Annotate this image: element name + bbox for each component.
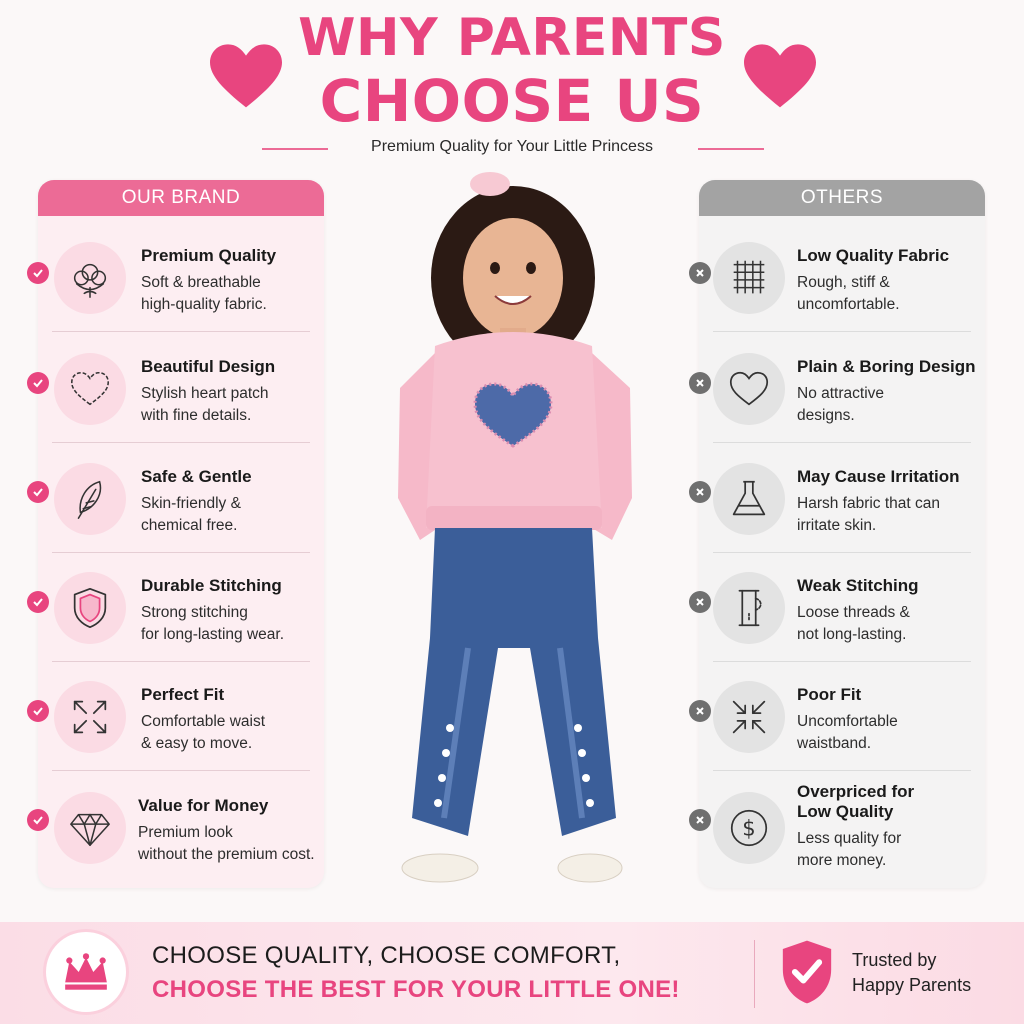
- dollar-coin-icon: [713, 792, 785, 864]
- flask-icon: [713, 463, 785, 535]
- shield-check-icon: [778, 938, 836, 1006]
- item-title: Plain & Boring Design: [797, 357, 976, 376]
- list-item: [38, 333, 324, 443]
- close-icon: [689, 481, 711, 503]
- check-icon: [27, 481, 49, 503]
- item-description: No attractive designs.: [797, 385, 885, 424]
- close-icon: [689, 262, 711, 284]
- item-title: Beautiful Design: [141, 357, 276, 376]
- item-description: Harsh fabric that can irritate skin.: [797, 495, 941, 534]
- close-icon: [689, 700, 711, 722]
- crown-icon: [46, 932, 126, 1012]
- list-item: [38, 222, 324, 332]
- close-icon: [689, 809, 711, 831]
- check-icon: [27, 700, 49, 722]
- footer-tagline: CHOOSE QUALITY, CHOOSE COMFORT,: [152, 942, 621, 969]
- close-icon: [689, 372, 711, 394]
- list-item: [38, 552, 324, 662]
- thread-spool-icon: [713, 572, 785, 644]
- item-description: Premium look without the premium cost.: [138, 824, 315, 863]
- shield-icon: [54, 572, 126, 644]
- list-item: [38, 772, 324, 882]
- shrink-arrows-icon: [713, 681, 785, 753]
- feather-icon: [54, 463, 126, 535]
- check-icon: [27, 372, 49, 394]
- footer-banner: [0, 922, 1024, 1024]
- list-item: [699, 443, 985, 553]
- our-brand-panel: [38, 180, 324, 888]
- item-description: Comfortable waist & easy to move.: [141, 713, 266, 752]
- item-title: Durable Stitching: [141, 576, 282, 595]
- page-title-line2: CHOOSE US: [319, 67, 705, 135]
- item-title: Poor Fit: [797, 685, 862, 704]
- item-description: Skin-friendly & chemical free.: [141, 495, 241, 534]
- close-icon: [689, 591, 711, 613]
- item-title: Weak Stitching: [797, 576, 919, 595]
- check-icon: [27, 809, 49, 831]
- diamond-icon: [54, 792, 126, 864]
- item-title: Premium Quality: [141, 246, 277, 265]
- others-heading: OTHERS: [699, 180, 985, 216]
- list-item: [699, 772, 985, 882]
- trust-label-line2: Happy Parents: [852, 975, 972, 995]
- item-description: Soft & breathable high-quality fabric.: [141, 274, 267, 313]
- cotton-icon: [54, 242, 126, 314]
- others-panel: [699, 180, 985, 888]
- footer-tagline-highlight: CHOOSE THE BEST FOR YOUR LITTLE ONE!: [152, 976, 680, 1003]
- item-description: Rough, stiff & uncomfortable.: [797, 274, 900, 313]
- product-model-image: [380, 168, 650, 908]
- list-item: [699, 222, 985, 332]
- our-brand-heading: OUR BRAND: [38, 180, 324, 216]
- svg-text:$: $: [742, 815, 756, 841]
- list-item: [699, 552, 985, 662]
- item-title: Low Quality Fabric: [797, 246, 950, 265]
- item-title: Perfect Fit: [141, 685, 225, 704]
- expand-arrows-icon: [54, 681, 126, 753]
- item-title: Overpriced for Low Quality: [797, 782, 915, 821]
- divider: [754, 940, 755, 1008]
- list-item: [699, 661, 985, 771]
- item-title: Value for Money: [138, 796, 269, 815]
- item-title: Safe & Gentle: [141, 467, 252, 486]
- list-item: [699, 333, 985, 443]
- item-title: May Cause Irritation: [797, 467, 960, 486]
- list-item: [38, 443, 324, 553]
- item-description: Stylish heart patch with fine details.: [141, 385, 269, 424]
- list-item: [38, 661, 324, 771]
- item-description: Strong stitching for long-lasting wear.: [141, 604, 285, 643]
- divider: [698, 148, 764, 150]
- stitched-heart-icon: [54, 353, 126, 425]
- page-subtitle: Premium Quality for Your Little Princess: [371, 138, 653, 155]
- page-title: WHY PARENTS: [298, 8, 726, 68]
- trust-label: Trusted by: [852, 950, 937, 970]
- fabric-grid-icon: [713, 242, 785, 314]
- check-icon: [27, 262, 49, 284]
- item-description: Uncomfortable waistband.: [797, 713, 898, 752]
- plain-heart-icon: [713, 353, 785, 425]
- item-description: Less quality for more money.: [797, 830, 902, 869]
- item-description: Loose threads & not long-lasting.: [797, 604, 910, 643]
- check-icon: [27, 591, 49, 613]
